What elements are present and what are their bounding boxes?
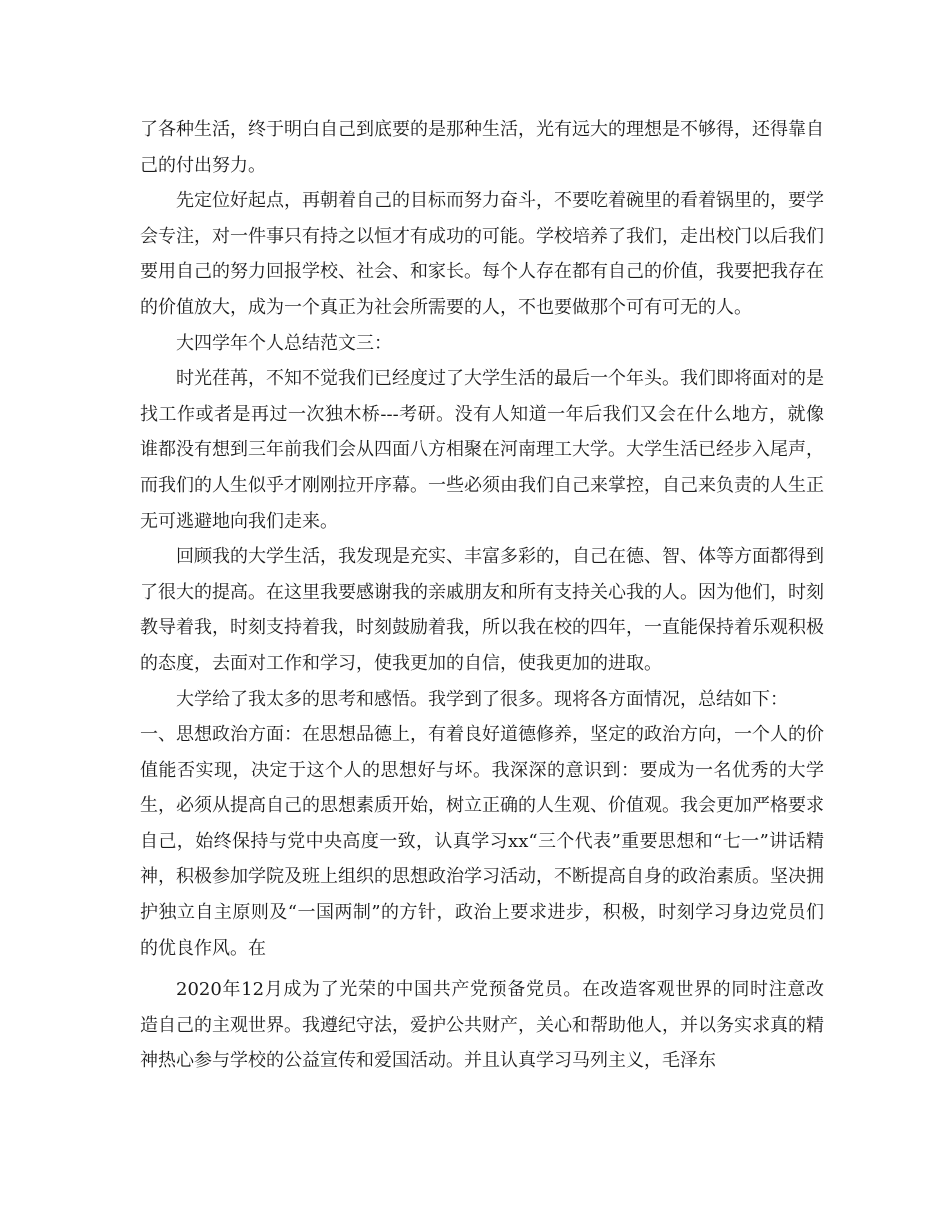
- paragraph: 先定位好起点，再朝着自己的目标而努力奋斗，不要吃着碗里的看着锅里的，要学会专注，对一件事只有持之以恒才有成功的可能。学校培养了我们，走出校门以后我们要用自己的努力回报学校、社会、和家长。每个人存在都有自己的价值，我要把我存在的价值放大，成为一个真正为社会所需要的人，不也要做那个可有可无的人。: [140, 190, 824, 318]
- paragraph: 了各种生活，终于明白自己到底要的是那种生活，光有远大的理想是不够得，还得靠自己的付出努力。: [140, 119, 824, 176]
- paragraph: 时光荏苒，不知不觉我们已经度过了大学生活的最后一个年头。我们即将面对的是找工作或者是再过一次独木桥---考研。没有人知道一年后我们又会在什么地方，就像谁都没有想到三年前我们会从四面八方相聚在河南理工大学。大学生活已经步入尾声，而我们的人生似乎才刚刚拉开序幕。一些必须由我们自己来掌控，自己来负责的人生正无可逃避地向我们走来。: [140, 368, 824, 532]
- paragraph: 大四学年个人总结范文三：: [176, 332, 392, 354]
- paragraph: 大学给了我太多的思考和感悟。我学到了很多。现将各方面情况，总结如下：: [176, 688, 788, 710]
- paragraph: 一、思想政治方面：在思想品德上，有着良好道德修养，坚定的政治方向，一个人的价值能否实现，决定于这个人的思想好与坏。我深深的意识到：要成为一名优秀的大学生，必须从提高自己的思想素质开始，树立正确的人生观、价值观。我会更加严格要求自己，始终保持与党中央高度一致，认真学习xx“三个代表”重要思想和“七一”讲话精神，积极参加学院及班上组织的思想政治学习活动，不断提高自身的政治素质。坚决拥护独立自主原则及“一国两制”的方针，政治上要求进步，积极，时刻学习身边党员们的优良作风。在: [140, 724, 824, 959]
- paragraph: 回顾我的大学生活，我发现是充实、丰富多彩的，自己在德、智、体等方面都得到了很大的提高。在这里我要感谢我的亲戚朋友和所有支持关心我的人。因为他们，时刻教导着我，时刻支持着我，时刻鼓励着我，所以我在校的四年，一直能保持着乐观积极的态度，去面对工作和学习，使我更加的自信，使我更加的进取。: [140, 546, 824, 674]
- paragraph: 2020年12月成为了光荣的中国共产党预备党员。在改造客观世界的同时注意改 造自己的主观世界。我遵纪守法，爱护公共财产，关心和帮助他人，并以务实求真的精神热心参与学校的公益宣传和爱国活动。并且认真学习马列主义，毛泽东: [140, 979, 824, 1072]
- body-text: [140, 112, 824, 1079]
